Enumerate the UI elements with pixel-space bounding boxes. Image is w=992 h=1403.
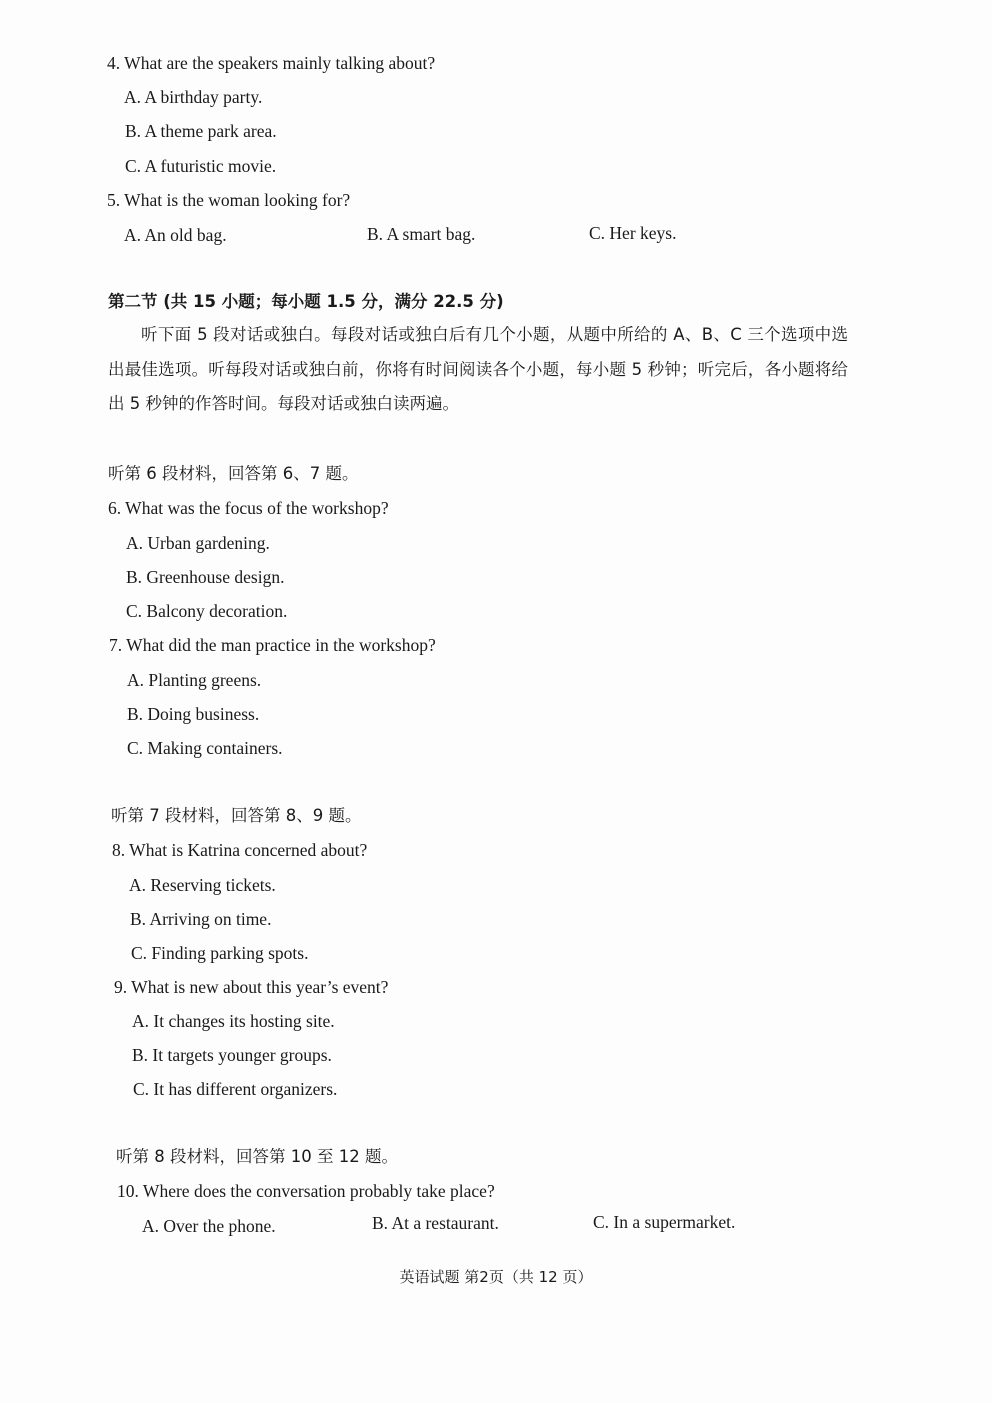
section-2-heading: 第二节 (共 15 小题；每小题 1.5 分，满分 22.5 分) bbox=[108, 292, 504, 311]
question-6-option-c: C. Balcony decoration. bbox=[126, 601, 288, 621]
question-7-option-a: A. Planting greens. bbox=[127, 670, 262, 690]
question-5-stem: 5. What is the woman looking for? bbox=[107, 190, 351, 210]
question-5-option-a: A. An old bag. bbox=[124, 225, 227, 245]
question-5-option-b: B. A smart bag. bbox=[367, 224, 476, 244]
question-4-stem: 4. What are the speakers mainly talking about? bbox=[107, 53, 436, 73]
page-footer: 英语试题 第2页（共 12 页） bbox=[399, 1268, 593, 1286]
question-8-option-a: A. Reserving tickets. bbox=[129, 875, 276, 895]
question-4-option-a: A. A birthday party. bbox=[124, 87, 263, 107]
question-10-option-a: A. Over the phone. bbox=[142, 1216, 276, 1236]
section-2-instructions: 听下面 5 段对话或独白。每段对话或独白后有几个小题，从题中所给的 A、B、C 三个选项中选出最佳选项。听每段对话或独白前，你将有时间阅读各个小题，每小题 5 秒钟；听完后，各小题将给出 5 秒钟的作答时间。每段对话或独白读两遍。 bbox=[108, 325, 848, 413]
question-9-option-b: B. It targets younger groups. bbox=[132, 1045, 332, 1065]
question-4-option-b: B. A theme park area. bbox=[125, 121, 277, 141]
question-7-stem: 7. What did the man practice in the workshop? bbox=[109, 635, 436, 655]
question-4-option-c: C. A futuristic movie. bbox=[125, 156, 277, 176]
question-6-stem: 6. What was the focus of the workshop? bbox=[108, 498, 389, 518]
question-9-option-c: C. It has different organizers. bbox=[133, 1079, 338, 1099]
question-8-option-b: B. Arriving on time. bbox=[130, 909, 272, 929]
question-9-option-a: A. It changes its hosting site. bbox=[132, 1011, 335, 1031]
question-8-stem: 8. What is Katrina concerned about? bbox=[112, 840, 368, 860]
question-5-option-c: C. Her keys. bbox=[589, 223, 677, 243]
question-8-option-c: C. Finding parking spots. bbox=[131, 943, 309, 963]
question-10-stem: 10. Where does the conversation probably take place? bbox=[117, 1181, 495, 1201]
question-6-option-b: B. Greenhouse design. bbox=[126, 567, 285, 587]
question-10-option-c: C. In a supermarket. bbox=[593, 1212, 736, 1232]
material-6-intro: 听第 6 段材料，回答第 6、7 题。 bbox=[108, 464, 359, 483]
question-9-stem: 9. What is new about this year’s event? bbox=[114, 977, 389, 997]
material-8-intro: 听第 8 段材料，回答第 10 至 12 题。 bbox=[116, 1147, 398, 1166]
material-7-intro: 听第 7 段材料，回答第 8、9 题。 bbox=[111, 806, 362, 825]
question-7-option-b: B. Doing business. bbox=[127, 704, 260, 724]
question-7-option-c: C. Making containers. bbox=[127, 738, 283, 758]
question-6-option-a: A. Urban gardening. bbox=[126, 533, 270, 553]
question-10-option-b: B. At a restaurant. bbox=[372, 1213, 499, 1233]
